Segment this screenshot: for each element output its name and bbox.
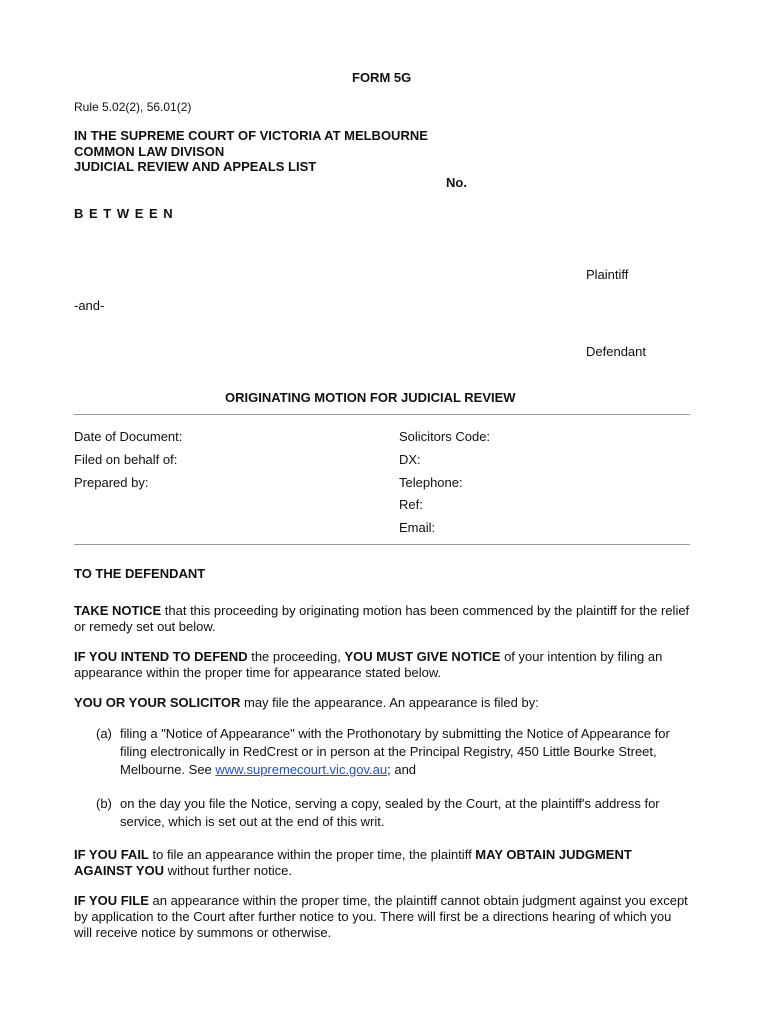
item-b-label: (b) [96, 796, 112, 811]
email-label: Email: [399, 520, 436, 535]
dx-label: DX: [399, 452, 421, 467]
fail-text-1: to file an appearance within the proper time, the plaintiff [148, 847, 476, 862]
date-of-document-label: Date of Document: [74, 429, 183, 444]
ref-label: Ref: [399, 497, 423, 512]
solicitors-code-label: Solicitors Code: [399, 429, 491, 444]
solicitor-bold: YOU OR YOUR SOLICITOR [74, 695, 241, 710]
bottom-divider [74, 544, 690, 545]
take-notice-bold: TAKE NOTICE [74, 603, 162, 618]
form-title: FORM 5G [352, 70, 412, 85]
between-heading: B E T W E E N [74, 206, 174, 221]
and-separator: -and- [74, 298, 105, 313]
rule-reference: Rule 5.02(2), 56.01(2) [74, 100, 192, 114]
supreme-court-link[interactable]: www.supremecourt.vic.gov.au [215, 762, 388, 777]
case-number-label: No. [446, 175, 467, 190]
top-divider [74, 414, 690, 415]
fail-bold-1: IF YOU FAIL [74, 847, 149, 862]
item-a-text: filing a "Notice of Appearance" with the Prothonotary by submitting the Notice of Appearance for filing electronically in RedCrest or in person at the Principal Registry, 450 Little Bourke Street, Melbourne. See [120, 726, 670, 777]
solicitor-paragraph [74, 695, 692, 711]
telephone-label: Telephone: [399, 475, 463, 490]
intend-paragraph [74, 649, 692, 681]
defendant-label: Defendant [586, 344, 646, 359]
file-bold: IF YOU FILE [74, 893, 149, 908]
fail-bold-2: MAY OBTAIN JUDGMENT AGAINST YOU [74, 847, 632, 878]
court-line-3: JUDICIAL REVIEW AND APPEALS LIST [74, 159, 317, 174]
item-a-text-block [120, 725, 696, 779]
item-a-label: (a) [96, 726, 112, 741]
to-defendant-heading: TO THE DEFENDANT [74, 566, 206, 581]
intend-bold-1: IF YOU INTEND TO DEFEND [74, 649, 248, 664]
fail-paragraph [74, 847, 692, 879]
prepared-by-label: Prepared by: [74, 475, 149, 490]
solicitor-text: may file the appearance. An appearance is filed by: [240, 695, 539, 710]
item-a-after: ; and [387, 762, 417, 777]
take-notice-text: that this proceeding by originating motion has been commenced by the plaintiff for the relief or remedy set out below. [74, 603, 690, 634]
document-title: ORIGINATING MOTION FOR JUDICIAL REVIEW [225, 390, 516, 405]
item-b-text: on the day you file the Notice, serving a copy, sealed by the Court, at the plaintiff's address for service, which is set out at the end of this writ. [120, 796, 660, 829]
file-text: an appearance within the proper time, the plaintiff cannot obtain judgment against you except by application to the Court after further notice to you. There will first be a directions hearing of which you will receive notice by summons or otherwise. [74, 893, 688, 940]
intend-text-1: the proceeding, [247, 649, 345, 664]
court-line-1: IN THE SUPREME COURT OF VICTORIA AT MELBOURNE [74, 128, 428, 143]
take-notice-paragraph [74, 603, 692, 635]
filed-on-behalf-label: Filed on behalf of: [74, 452, 178, 467]
file-paragraph [74, 893, 692, 941]
plaintiff-label: Plaintiff [586, 267, 629, 282]
court-line-2: COMMON LAW DIVISON [74, 144, 225, 159]
intend-bold-2: YOU MUST GIVE NOTICE [344, 649, 501, 664]
fail-text-2: without further notice. [164, 863, 292, 878]
intend-text-2: of your intention by filing an appearance within the proper time for appearance stated below. [74, 649, 663, 680]
